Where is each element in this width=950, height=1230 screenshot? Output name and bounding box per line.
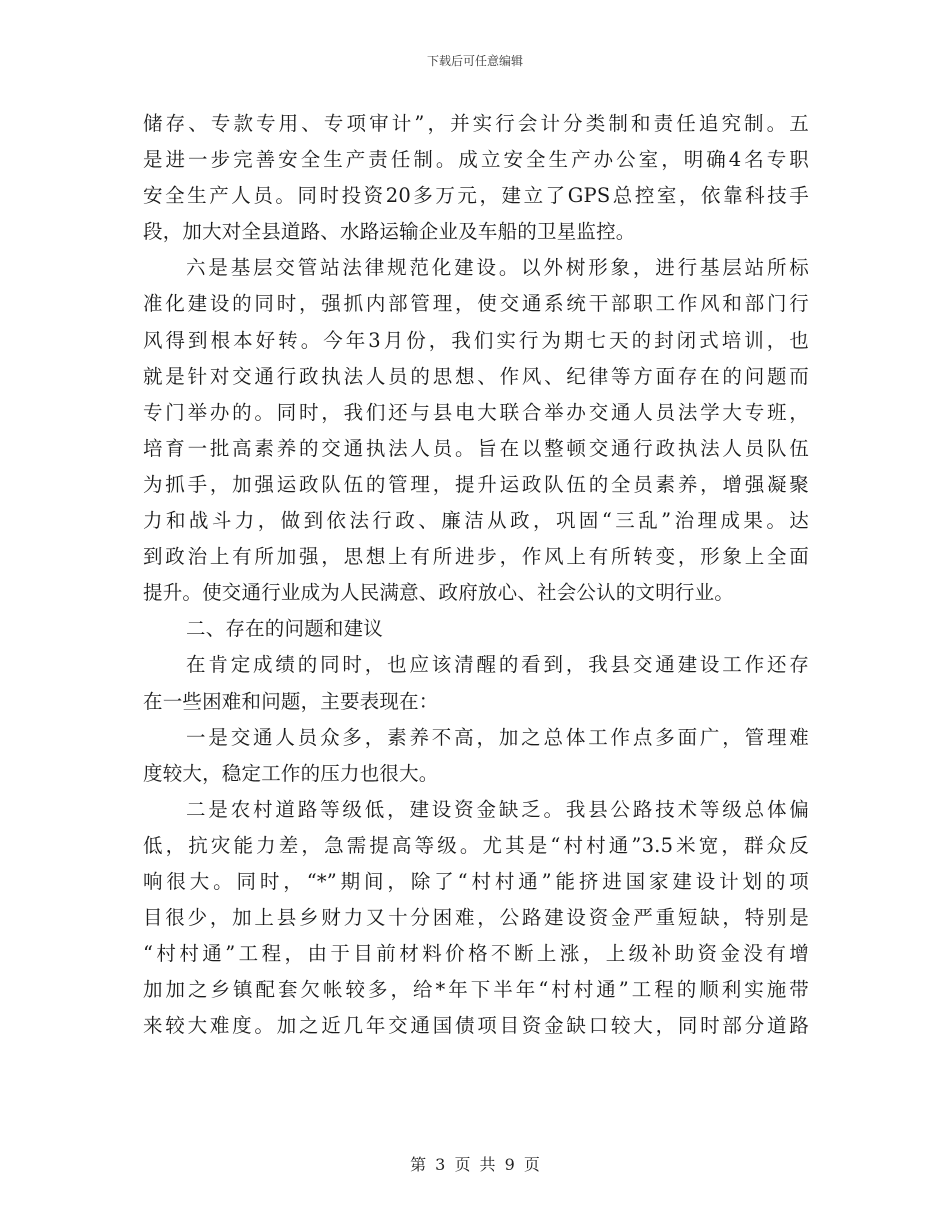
text-line: 一是交通人员众多，素养不高，加之总体工作点多面广，管理难 [186, 725, 809, 749]
text-line: 来较大难度。加之近几年交通国债项目资金缺口较大，同时部分道路 [143, 1014, 809, 1038]
text-line: 在一些困难和问题，主要表现在： [143, 689, 439, 713]
text-line: 风得到根本好转。今年3月份，我们实行为期七天的封闭式培训，也 [143, 328, 809, 352]
text-line: 到政治上有所加强，思想上有所进步，作风上有所转变，形象上全面 [143, 545, 809, 569]
page-footer: 第 3 页 共 9 页 [410, 1155, 540, 1174]
text-line: 在肯定成绩的同时，也应该清醒的看到，我县交通建设工作还存 [186, 653, 809, 677]
text-line: 目很少，加上县乡财力又十分困难，公路建设资金严重短缺，特别是 [143, 906, 809, 930]
document-body [143, 106, 809, 1044]
text-line: 力和战斗力，做到依法行政、廉洁从政，巩固“三乱”治理成果。达 [143, 509, 809, 533]
text-line: 六是基层交管站法律规范化建设。以外树形象，进行基层站所标 [186, 256, 809, 280]
text-line: 段，加大对全县道路、水路运输企业及车船的卫星监控。 [143, 220, 636, 244]
text-line: 储存、专款专用、专项审计”，并实行会计分类制和责任追究制。五 [143, 112, 809, 135]
text-line: “村村通”工程，由于目前材料价格不断上涨，上级补助资金没有增 [143, 942, 809, 966]
text-line: 安全生产人员。同时投资20多万元，建立了GPS总控室，依靠科技手 [143, 184, 809, 208]
text-line: 低，抗灾能力差，急需提高等级。尤其是“村村通”3.5米宽，群众反 [143, 833, 809, 857]
text-line: 响很大。同时，“*”期间，除了“村村通”能挤进国家建设计划的项 [143, 869, 809, 893]
text-line: 加加之乡镇配套欠帐较多，给*年下半年“村村通”工程的顺利实施带 [143, 978, 809, 1002]
text-line: 是进一步完善安全生产责任制。成立安全生产办公室，明确4名专职 [143, 148, 809, 172]
text-line: 二是农村道路等级低，建设资金缺乏。我县公路技术等级总体偏 [186, 797, 809, 821]
text-line: 二、存在的问题和建议 [186, 617, 384, 641]
text-line: 准化建设的同时，强抓内部管理，使交通系统干部职工作风和部门行 [143, 292, 809, 316]
text-line: 培育一批高素养的交通执法人员。旨在以整顿交通行政执法人员队伍 [143, 436, 809, 460]
text-line: 为抓手，加强运政队伍的管理，提升运政队伍的全员素养，增强凝聚 [143, 472, 809, 496]
page-header: 下载后可任意编辑 [426, 54, 523, 68]
text-line: 专门举办的。同时，我们还与县电大联合举办交通人员法学大专班， [143, 400, 809, 424]
text-line: 提升。使交通行业成为人民满意、政府放心、社会公认的文明行业。 [143, 581, 735, 605]
text-line: 度较大，稳定工作的压力也很大。 [143, 761, 439, 785]
text-line: 就是针对交通行政执法人员的思想、作风、纪律等方面存在的问题而 [143, 364, 809, 388]
